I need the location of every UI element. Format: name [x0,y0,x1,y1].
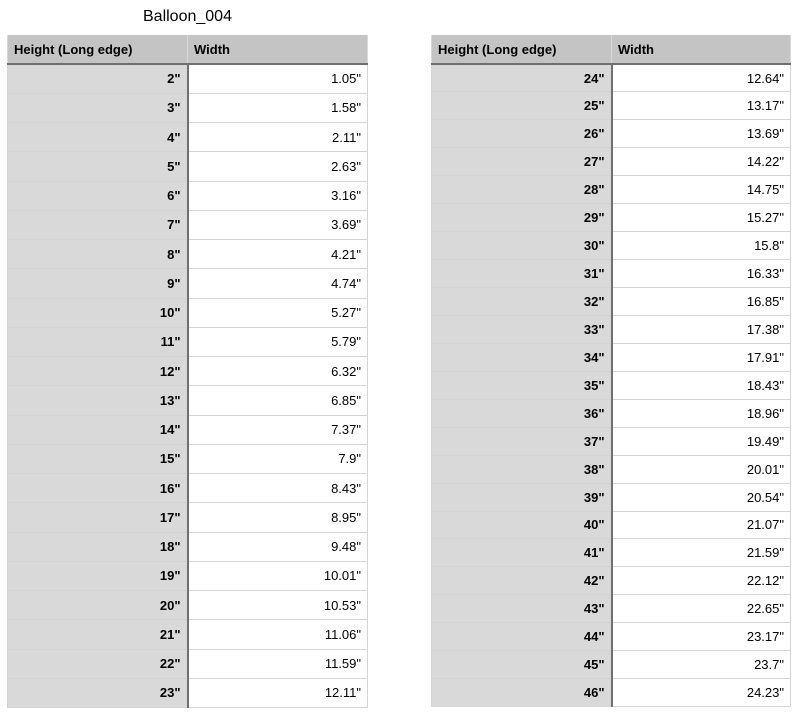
height-cell[interactable]: 5" [8,152,188,181]
width-cell[interactable]: 21.59" [612,539,791,567]
height-cell[interactable]: 28" [432,176,612,204]
table-row [8,64,368,93]
table-row [8,240,368,269]
width-cell[interactable]: 9.48" [188,532,368,561]
width-cell[interactable]: 4.74" [188,269,368,298]
size-table-right [431,35,791,707]
width-cell[interactable]: 5.79" [188,327,368,356]
height-cell[interactable]: 25" [432,92,612,120]
table-row [432,679,791,707]
height-cell[interactable]: 42" [432,567,612,595]
table-row [432,399,791,427]
table-row [8,561,368,590]
table-row [8,591,368,620]
header-row [8,35,368,64]
width-cell[interactable]: 12.64" [612,64,791,92]
width-cell[interactable]: 13.17" [612,92,791,120]
height-cell[interactable]: 45" [432,651,612,679]
height-cell[interactable]: 31" [432,260,612,288]
width-cell[interactable]: 6.85" [188,386,368,415]
width-cell[interactable]: 14.75" [612,176,791,204]
width-cell[interactable]: 20.54" [612,483,791,511]
width-cell[interactable]: 24.23" [612,679,791,707]
table-row [432,511,791,539]
height-cell[interactable]: 14" [8,415,188,444]
width-cell[interactable]: 23.17" [612,623,791,651]
height-cell[interactable]: 13" [8,386,188,415]
table-row [8,123,368,152]
height-cell[interactable]: 18" [8,532,188,561]
table-row [8,620,368,649]
width-column-header[interactable]: Width [612,35,791,64]
height-cell[interactable]: 43" [432,595,612,623]
table-row [432,92,791,120]
width-cell[interactable]: 11.06" [188,620,368,649]
width-cell[interactable]: 22.12" [612,567,791,595]
height-cell[interactable]: 35" [432,371,612,399]
height-cell[interactable]: 29" [432,204,612,232]
height-cell[interactable]: 38" [432,455,612,483]
height-cell[interactable]: 17" [8,503,188,532]
height-cell[interactable]: 23" [8,678,188,707]
width-cell[interactable]: 2.63" [188,152,368,181]
height-cell[interactable]: 12" [8,357,188,386]
table-row [432,539,791,567]
height-cell[interactable]: 36" [432,399,612,427]
height-cell[interactable]: 44" [432,623,612,651]
width-cell[interactable]: 1.05" [188,64,368,93]
height-cell[interactable]: 30" [432,232,612,260]
width-cell[interactable]: 22.65" [612,595,791,623]
table-row [432,651,791,679]
table-row [432,623,791,651]
height-column-header[interactable]: Height (Long edge) [432,35,612,64]
width-cell[interactable]: 17.38" [612,315,791,343]
height-cell[interactable]: 26" [432,120,612,148]
height-cell[interactable]: 33" [432,315,612,343]
height-cell[interactable]: 21" [8,620,188,649]
table-body [8,64,368,708]
height-cell[interactable]: 46" [432,679,612,707]
table-row [432,595,791,623]
table-row [432,148,791,176]
height-cell[interactable]: 6" [8,181,188,210]
table-row [8,93,368,122]
table-row [8,327,368,356]
height-cell[interactable]: 16" [8,474,188,503]
table-row [432,483,791,511]
table-row [432,455,791,483]
width-cell[interactable]: 15.27" [612,204,791,232]
height-cell[interactable]: 8" [8,240,188,269]
header-row [432,35,791,64]
table-row [432,64,791,92]
table-row [432,315,791,343]
width-cell[interactable]: 2.11" [188,123,368,152]
table-body [432,64,791,707]
width-cell[interactable]: 18.96" [612,399,791,427]
table-row [8,269,368,298]
table-row [8,415,368,444]
height-cell[interactable]: 7" [8,210,188,239]
height-cell[interactable]: 4" [8,123,188,152]
height-cell[interactable]: 9" [8,269,188,298]
height-cell[interactable]: 24" [432,64,612,92]
width-cell[interactable]: 8.43" [188,474,368,503]
table-row [432,427,791,455]
table-row [432,567,791,595]
height-cell[interactable]: 10" [8,298,188,327]
table-row [8,357,368,386]
height-column-header[interactable]: Height (Long edge) [8,35,188,64]
table-row [8,210,368,239]
height-cell[interactable]: 32" [432,288,612,316]
table-row [432,260,791,288]
height-cell[interactable]: 19" [8,561,188,590]
table-row [432,120,791,148]
sheet-title: Balloon_004 [143,8,232,25]
height-cell[interactable]: 11" [8,327,188,356]
width-cell[interactable]: 7.9" [188,444,368,473]
width-cell[interactable]: 13.69" [612,120,791,148]
table-row [8,386,368,415]
height-cell[interactable]: 40" [432,511,612,539]
height-cell[interactable]: 27" [432,148,612,176]
width-cell[interactable]: 7.37" [188,415,368,444]
width-cell[interactable]: 11.59" [188,649,368,678]
height-cell[interactable]: 3" [8,93,188,122]
width-cell[interactable]: 3.69" [188,210,368,239]
width-cell[interactable]: 17.91" [612,343,791,371]
table-row [8,503,368,532]
height-cell[interactable]: 20" [8,591,188,620]
width-cell[interactable]: 12.11" [188,678,368,707]
table-row [8,444,368,473]
width-cell[interactable]: 14.22" [612,148,791,176]
width-cell[interactable]: 8.95" [188,503,368,532]
table-row [432,343,791,371]
height-cell[interactable]: 37" [432,427,612,455]
table-row [432,204,791,232]
table-row [8,152,368,181]
size-table-left [7,35,368,708]
width-cell[interactable]: 5.27" [188,298,368,327]
height-cell[interactable]: 39" [432,483,612,511]
width-cell[interactable]: 21.07" [612,511,791,539]
width-cell[interactable]: 3.16" [188,181,368,210]
height-cell[interactable]: 15" [8,444,188,473]
width-cell[interactable]: 23.7" [612,651,791,679]
width-cell[interactable]: 19.49" [612,427,791,455]
width-cell[interactable]: 20.01" [612,455,791,483]
table-row [432,288,791,316]
height-cell[interactable]: 34" [432,343,612,371]
width-cell[interactable]: 16.85" [612,288,791,316]
height-cell[interactable]: 41" [432,539,612,567]
table-row [8,678,368,707]
table-row [8,298,368,327]
width-cell[interactable]: 10.01" [188,561,368,590]
width-cell[interactable]: 6.32" [188,357,368,386]
width-cell[interactable]: 4.21" [188,240,368,269]
width-cell[interactable]: 16.33" [612,260,791,288]
width-cell[interactable]: 15.8" [612,232,791,260]
width-cell[interactable]: 1.58" [188,93,368,122]
table-row [432,176,791,204]
table-row [8,532,368,561]
table-row [432,232,791,260]
table-row [8,649,368,678]
table-row [432,371,791,399]
table-row [8,474,368,503]
width-column-header[interactable]: Width [188,35,368,64]
table-row [8,181,368,210]
height-cell[interactable]: 2" [8,64,188,93]
width-cell[interactable]: 10.53" [188,591,368,620]
width-cell[interactable]: 18.43" [612,371,791,399]
height-cell[interactable]: 22" [8,649,188,678]
